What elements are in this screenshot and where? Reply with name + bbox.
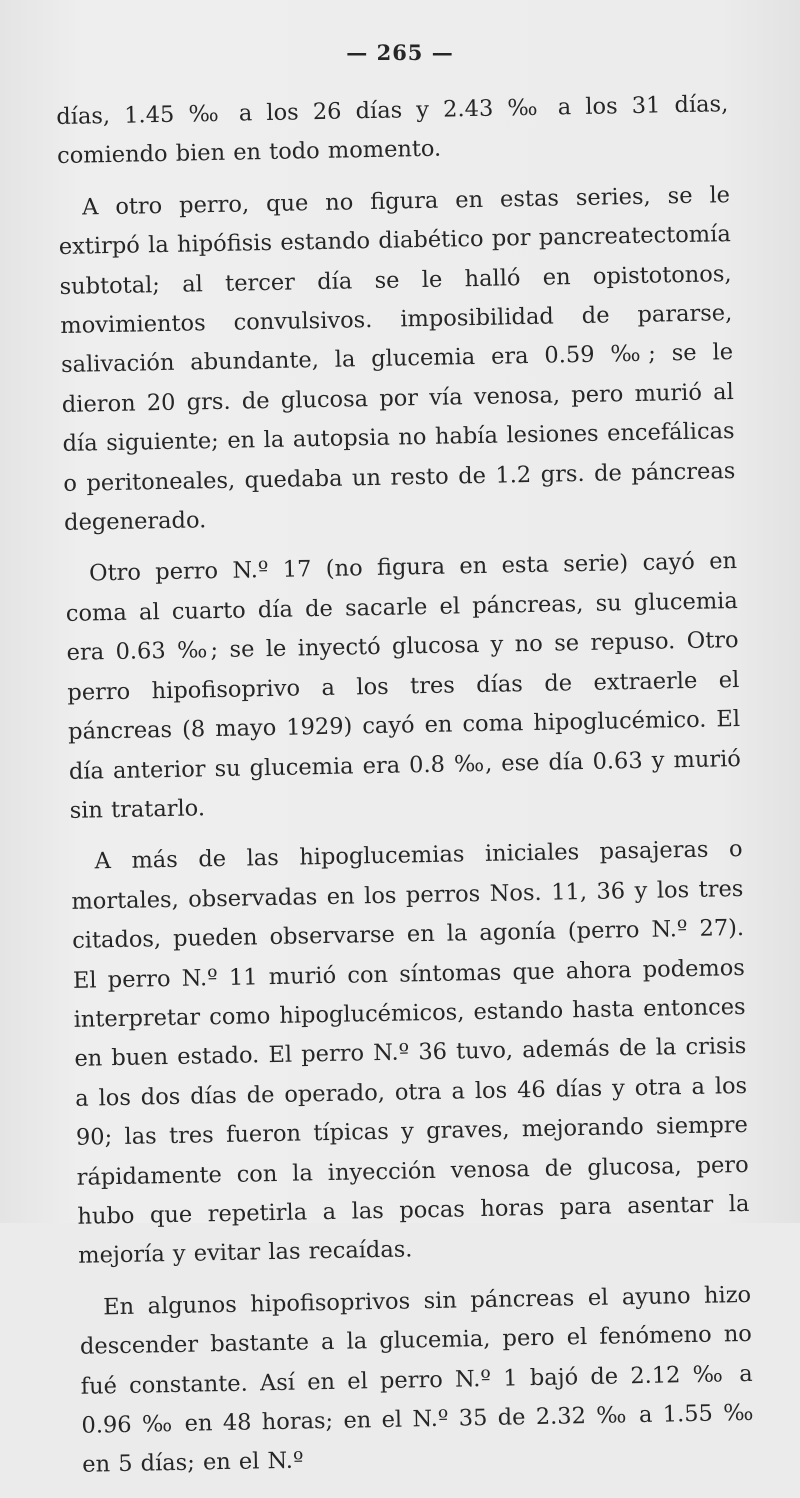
body-text [56, 85, 755, 1497]
page-number: — 265 — [346, 40, 454, 65]
paragraph-hypoglycemias: A más de las hipoglucemias iniciales pasajeras o mortales, observadas en los perros Nos. 11, 36 y los tres citados, pueden observarse en la agonía (perro N.º 27). El perro N.º 11 murió con síntomas que ahora podemos interpretar como hipoglucémicos, estando hasta entonces en buen estado. El perro N.º 36 tuvo, además de la crisis a los dos días de operado, otra a los 46 días y otra a los 90; las tres fueron típicas y graves, mejorando siempre rápidamente con la inyección venosa de glucosa, pero hubo que repetirla a las pocas horas para asentar la mejoría y evitar las recaídas. [71, 836, 750, 1270]
paragraph-dog-17-coma: Otro perro N.º 17 (no figura en esta serie) cayó en coma al cuarto día de sacarle el páncreas, su glucemia era 0.63 ‰; se le inyectó glucosa y no se repuso. Otro perro hipofisoprivo a los tres días de extraerle el páncreas (8 mayo 1929) cayó en coma hipoglucémico. El día anterior su glucemia era 0.8 ‰, ese día 0.63 y murió sin tratarlo. [65, 548, 742, 824]
paragraph-continuation: días, 1.45 ‰ a los 26 días y 2.43 ‰ a los 31 días, comiendo bien en todo momento. [56, 91, 729, 170]
paragraph-pituitary-removal: A otro perro, que no figura en estas series, se le extirpó la hipófisis estando diabético por pancreatectomía subtotal; al tercer día se le halló en opistotonos, movimientos convulsivos. imposibilidad de pararse, salivación abundante, la glucemia era 0.59 ‰; se le dieron 20 grs. de glucosa por vía venosa, pero murió al día siguiente; en la autopsia no había lesiones encefálicas o peritoneales, quedaba un resto de 1.2 grs. de páncreas degenerado. [58, 181, 736, 536]
paragraph-fasting: En algunos hipofisoprivos sin páncreas el ayuno hizo descender bastante a la glucemia, pero el fenómeno no fué constante. Así en el perro N.º 1 bajó de 2.12 ‰ a 0.96 ‰ en 48 horas; en el N.º 35 de 2.32 ‰ a 1.55 ‰ en 5 días; en el N.º [79, 1281, 754, 1479]
